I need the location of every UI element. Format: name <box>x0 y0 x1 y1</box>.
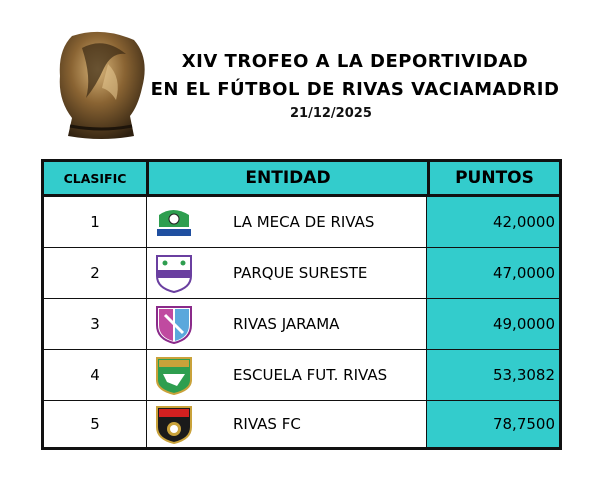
standings-table <box>41 159 562 450</box>
parque-sureste-logo-icon <box>153 252 195 294</box>
header-rank: CLASIFIC <box>44 162 149 194</box>
rank-cell: 2 <box>44 248 147 298</box>
entity-cell <box>147 401 427 447</box>
rank-cell: 5 <box>44 401 147 447</box>
points-cell: 47,0000 <box>427 248 559 298</box>
rivas-fc-logo-icon <box>153 403 195 445</box>
points-cell: 42,0000 <box>427 197 559 247</box>
title-line-1: XIV TROFEO A LA DEPORTIVIDAD <box>181 51 529 72</box>
escuela-fut-rivas-logo-icon <box>153 354 195 396</box>
table-row <box>44 401 559 447</box>
rank-cell: 4 <box>44 350 147 400</box>
entity-cell <box>147 350 427 400</box>
la-meca-logo-icon <box>153 201 195 243</box>
points-cell: 49,0000 <box>427 299 559 349</box>
points-cell: 53,3082 <box>427 350 559 400</box>
entity-cell <box>147 299 427 349</box>
entity-name: ESCUELA FUT. RIVAS <box>233 366 388 384</box>
trophy-icon <box>52 28 150 140</box>
title-line-2: EN EL FÚTBOL DE RIVAS VACIAMADRID <box>150 79 560 100</box>
entity-cell <box>147 197 427 247</box>
points-cell: 78,7500 <box>427 401 559 447</box>
event-date: 21/12/2025 <box>290 106 372 121</box>
header-points: PUNTOS <box>430 162 559 194</box>
table-row <box>44 248 559 299</box>
entity-cell <box>147 248 427 298</box>
trophy-title <box>150 48 560 104</box>
table-row <box>44 299 559 350</box>
table-header-row <box>44 162 559 197</box>
entity-name: RIVAS FC <box>233 415 301 433</box>
entity-name: RIVAS JARAMA <box>233 315 340 333</box>
rivas-jarama-logo-icon <box>153 303 195 345</box>
rank-cell: 1 <box>44 197 147 247</box>
header-entity: ENTIDAD <box>149 162 430 194</box>
table-row <box>44 197 559 248</box>
table-row <box>44 350 559 401</box>
entity-name: LA MECA DE RIVAS <box>233 213 375 231</box>
entity-name: PARQUE SURESTE <box>233 264 368 282</box>
rank-cell: 3 <box>44 299 147 349</box>
